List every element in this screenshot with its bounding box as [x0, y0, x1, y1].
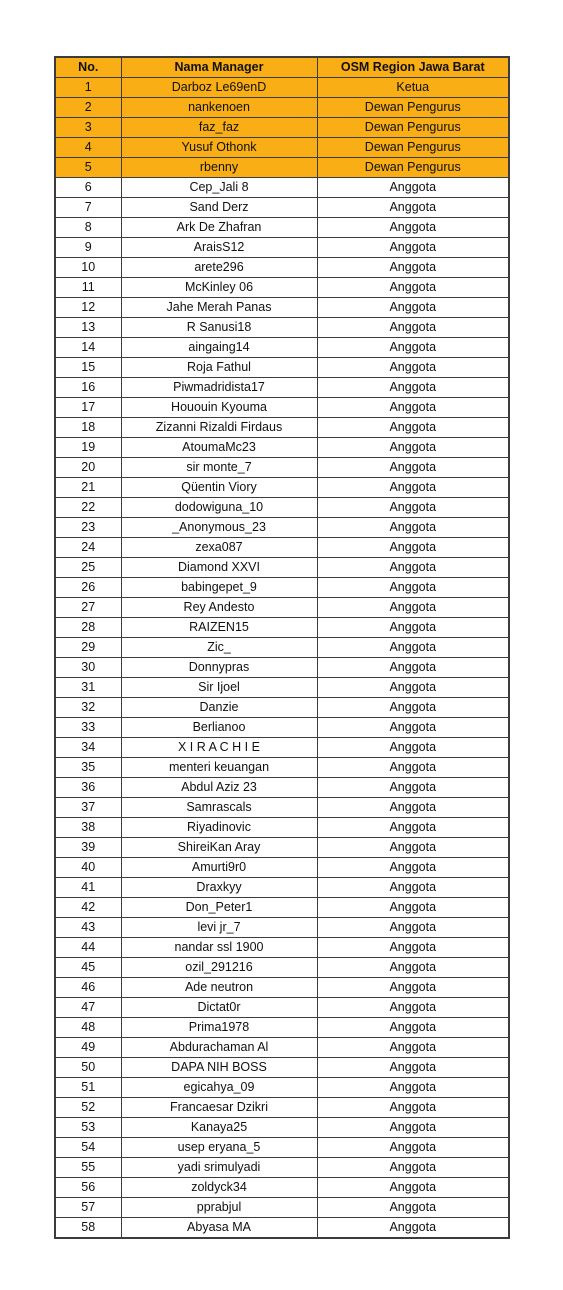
cell-jabatan: Anggota [317, 958, 509, 978]
cell-nama-manager: aingaing14 [121, 338, 317, 358]
cell-nama-manager: zexa087 [121, 538, 317, 558]
table-row [55, 1018, 509, 1038]
cell-jabatan: Anggota [317, 418, 509, 438]
table-row [55, 158, 509, 178]
cell-jabatan: Anggota [317, 518, 509, 538]
cell-jabatan: Anggota [317, 378, 509, 398]
cell-nama-manager: Hououin Kyouma [121, 398, 317, 418]
cell-no: 54 [55, 1138, 121, 1158]
table-row [55, 398, 509, 418]
cell-nama-manager: AraisS12 [121, 238, 317, 258]
cell-jabatan: Anggota [317, 238, 509, 258]
cell-nama-manager: Abyasa MA [121, 1218, 317, 1239]
cell-no: 28 [55, 618, 121, 638]
cell-no: 15 [55, 358, 121, 378]
cell-jabatan: Anggota [317, 938, 509, 958]
cell-jabatan: Anggota [317, 698, 509, 718]
cell-nama-manager: nandar ssl 1900 [121, 938, 317, 958]
table-row [55, 798, 509, 818]
table-row [55, 1178, 509, 1198]
table-row [55, 1078, 509, 1098]
cell-nama-manager: Jahe Merah Panas [121, 298, 317, 318]
cell-jabatan: Anggota [317, 1178, 509, 1198]
cell-nama-manager: Cep_Jali 8 [121, 178, 317, 198]
table-row [55, 1158, 509, 1178]
table-row [55, 1138, 509, 1158]
cell-no: 24 [55, 538, 121, 558]
table-row [55, 98, 509, 118]
table-row [55, 1058, 509, 1078]
cell-no: 21 [55, 478, 121, 498]
cell-no: 58 [55, 1218, 121, 1239]
cell-no: 11 [55, 278, 121, 298]
cell-jabatan: Anggota [317, 598, 509, 618]
table-row [55, 578, 509, 598]
table-row [55, 838, 509, 858]
table-row [55, 618, 509, 638]
table-row [55, 738, 509, 758]
cell-nama-manager: Riyadinovic [121, 818, 317, 838]
cell-nama-manager: menteri keuangan [121, 758, 317, 778]
cell-no: 38 [55, 818, 121, 838]
table-row [55, 718, 509, 738]
cell-no: 3 [55, 118, 121, 138]
cell-no: 50 [55, 1058, 121, 1078]
cell-nama-manager: babingepet_9 [121, 578, 317, 598]
table-row [55, 238, 509, 258]
cell-no: 37 [55, 798, 121, 818]
cell-jabatan: Dewan Pengurus [317, 98, 509, 118]
cell-no: 49 [55, 1038, 121, 1058]
cell-no: 53 [55, 1118, 121, 1138]
cell-jabatan: Anggota [317, 1058, 509, 1078]
cell-jabatan: Anggota [317, 978, 509, 998]
cell-jabatan: Anggota [317, 818, 509, 838]
cell-nama-manager: zoldyck34 [121, 1178, 317, 1198]
cell-no: 19 [55, 438, 121, 458]
table-row [55, 1198, 509, 1218]
cell-nama-manager: rbenny [121, 158, 317, 178]
cell-jabatan: Anggota [317, 758, 509, 778]
table-row [55, 338, 509, 358]
cell-jabatan: Anggota [317, 718, 509, 738]
cell-jabatan: Anggota [317, 658, 509, 678]
cell-no: 33 [55, 718, 121, 738]
cell-no: 51 [55, 1078, 121, 1098]
cell-nama-manager: Samrascals [121, 798, 317, 818]
cell-no: 56 [55, 1178, 121, 1198]
table-row [55, 778, 509, 798]
cell-nama-manager: Darboz Le69enD [121, 78, 317, 98]
cell-no: 9 [55, 238, 121, 258]
cell-no: 57 [55, 1198, 121, 1218]
cell-no: 31 [55, 678, 121, 698]
cell-no: 22 [55, 498, 121, 518]
cell-nama-manager: Berlianoo [121, 718, 317, 738]
cell-jabatan: Anggota [317, 778, 509, 798]
cell-nama-manager: Yusuf Othonk [121, 138, 317, 158]
cell-no: 34 [55, 738, 121, 758]
cell-nama-manager: Sir Ijoel [121, 678, 317, 698]
cell-no: 48 [55, 1018, 121, 1038]
cell-nama-manager: Diamond XXVI [121, 558, 317, 578]
cell-jabatan: Anggota [317, 738, 509, 758]
table-row [55, 558, 509, 578]
cell-nama-manager: pprabjul [121, 1198, 317, 1218]
cell-no: 13 [55, 318, 121, 338]
cell-no: 30 [55, 658, 121, 678]
table-row [55, 458, 509, 478]
cell-no: 39 [55, 838, 121, 858]
cell-jabatan: Anggota [317, 798, 509, 818]
table-row [55, 438, 509, 458]
header-no: No. [55, 57, 121, 78]
cell-jabatan: Anggota [317, 898, 509, 918]
cell-jabatan: Dewan Pengurus [317, 158, 509, 178]
cell-nama-manager: Kanaya25 [121, 1118, 317, 1138]
cell-no: 14 [55, 338, 121, 358]
cell-no: 18 [55, 418, 121, 438]
cell-nama-manager: ShireiKan Aray [121, 838, 317, 858]
cell-no: 36 [55, 778, 121, 798]
cell-jabatan: Anggota [317, 1218, 509, 1239]
header-row [55, 57, 509, 78]
cell-no: 55 [55, 1158, 121, 1178]
cell-no: 23 [55, 518, 121, 538]
table-row [55, 1038, 509, 1058]
cell-jabatan: Anggota [317, 198, 509, 218]
table-row [55, 1218, 509, 1239]
cell-nama-manager: Rey Andesto [121, 598, 317, 618]
table-row [55, 758, 509, 778]
cell-nama-manager: Sand Derz [121, 198, 317, 218]
cell-jabatan: Anggota [317, 1098, 509, 1118]
cell-nama-manager: Draxkyy [121, 878, 317, 898]
cell-nama-manager: R Sanusi18 [121, 318, 317, 338]
header-nama-manager: Nama Manager [121, 57, 317, 78]
cell-no: 52 [55, 1098, 121, 1118]
cell-no: 27 [55, 598, 121, 618]
cell-jabatan: Anggota [317, 338, 509, 358]
cell-nama-manager: Abdul Aziz 23 [121, 778, 317, 798]
cell-jabatan: Anggota [317, 1018, 509, 1038]
table-row [55, 218, 509, 238]
cell-jabatan: Anggota [317, 278, 509, 298]
cell-nama-manager: AtoumaMc23 [121, 438, 317, 458]
table-row [55, 658, 509, 678]
cell-nama-manager: RAIZEN15 [121, 618, 317, 638]
cell-nama-manager: egicahya_09 [121, 1078, 317, 1098]
cell-no: 46 [55, 978, 121, 998]
cell-no: 26 [55, 578, 121, 598]
cell-jabatan: Anggota [317, 478, 509, 498]
cell-nama-manager: Francaesar Dzikri [121, 1098, 317, 1118]
cell-jabatan: Anggota [317, 918, 509, 938]
cell-no: 16 [55, 378, 121, 398]
table-row [55, 118, 509, 138]
table-row [55, 678, 509, 698]
cell-jabatan: Anggota [317, 458, 509, 478]
cell-nama-manager: Piwmadridista17 [121, 378, 317, 398]
cell-jabatan: Anggota [317, 878, 509, 898]
manager-table [54, 56, 510, 1239]
cell-jabatan: Anggota [317, 578, 509, 598]
cell-jabatan: Anggota [317, 538, 509, 558]
cell-no: 44 [55, 938, 121, 958]
table-row [55, 178, 509, 198]
header-osm-region: OSM Region Jawa Barat [317, 57, 509, 78]
cell-no: 1 [55, 78, 121, 98]
cell-nama-manager: sir monte_7 [121, 458, 317, 478]
cell-jabatan: Anggota [317, 358, 509, 378]
cell-no: 7 [55, 198, 121, 218]
cell-jabatan: Anggota [317, 1078, 509, 1098]
cell-no: 32 [55, 698, 121, 718]
cell-nama-manager: Zizanni Rizaldi Firdaus [121, 418, 317, 438]
table-row [55, 918, 509, 938]
cell-nama-manager: dodowiguna_10 [121, 498, 317, 518]
cell-nama-manager: DAPA NIH BOSS [121, 1058, 317, 1078]
table-row [55, 1098, 509, 1118]
cell-no: 43 [55, 918, 121, 938]
cell-jabatan: Ketua [317, 78, 509, 98]
cell-no: 2 [55, 98, 121, 118]
cell-no: 25 [55, 558, 121, 578]
cell-nama-manager: levi jr_7 [121, 918, 317, 938]
cell-nama-manager: usep eryana_5 [121, 1138, 317, 1158]
table-row [55, 258, 509, 278]
cell-jabatan: Dewan Pengurus [317, 138, 509, 158]
cell-no: 29 [55, 638, 121, 658]
cell-nama-manager: McKinley 06 [121, 278, 317, 298]
cell-jabatan: Anggota [317, 678, 509, 698]
cell-jabatan: Anggota [317, 298, 509, 318]
cell-no: 47 [55, 998, 121, 1018]
cell-jabatan: Anggota [317, 558, 509, 578]
cell-jabatan: Anggota [317, 998, 509, 1018]
table-row [55, 318, 509, 338]
cell-jabatan: Anggota [317, 858, 509, 878]
table-row [55, 858, 509, 878]
cell-jabatan: Anggota [317, 398, 509, 418]
table-row [55, 638, 509, 658]
cell-nama-manager: arete296 [121, 258, 317, 278]
cell-nama-manager: Dictat0r [121, 998, 317, 1018]
cell-jabatan: Anggota [317, 218, 509, 238]
cell-nama-manager: nankenoen [121, 98, 317, 118]
table-row [55, 998, 509, 1018]
table-row [55, 478, 509, 498]
cell-jabatan: Anggota [317, 1118, 509, 1138]
cell-jabatan: Anggota [317, 1158, 509, 1178]
cell-no: 12 [55, 298, 121, 318]
cell-no: 45 [55, 958, 121, 978]
table-row [55, 818, 509, 838]
table-row [55, 958, 509, 978]
table-row [55, 418, 509, 438]
table-row [55, 498, 509, 518]
cell-nama-manager: Amurti9r0 [121, 858, 317, 878]
table-row [55, 298, 509, 318]
table-row [55, 978, 509, 998]
cell-nama-manager: Roja Fathul [121, 358, 317, 378]
table-row [55, 538, 509, 558]
cell-no: 8 [55, 218, 121, 238]
table-row [55, 378, 509, 398]
cell-no: 5 [55, 158, 121, 178]
table-row [55, 878, 509, 898]
table-row [55, 138, 509, 158]
cell-jabatan: Anggota [317, 498, 509, 518]
cell-jabatan: Anggota [317, 178, 509, 198]
cell-nama-manager: _Anonymous_23 [121, 518, 317, 538]
cell-nama-manager: Donnypras [121, 658, 317, 678]
cell-no: 40 [55, 858, 121, 878]
table-row [55, 518, 509, 538]
table-row [55, 1118, 509, 1138]
cell-nama-manager: ozil_291216 [121, 958, 317, 978]
cell-no: 35 [55, 758, 121, 778]
cell-nama-manager: Qüentin Viory [121, 478, 317, 498]
cell-jabatan: Dewan Pengurus [317, 118, 509, 138]
table-row [55, 358, 509, 378]
cell-nama-manager: X I R A C H I E [121, 738, 317, 758]
cell-nama-manager: Don_Peter1 [121, 898, 317, 918]
cell-nama-manager: yadi srimulyadi [121, 1158, 317, 1178]
cell-jabatan: Anggota [317, 618, 509, 638]
cell-no: 4 [55, 138, 121, 158]
table-row [55, 898, 509, 918]
cell-jabatan: Anggota [317, 438, 509, 458]
table-row [55, 78, 509, 98]
cell-nama-manager: Abdurachaman Al [121, 1038, 317, 1058]
cell-no: 41 [55, 878, 121, 898]
cell-nama-manager: faz_faz [121, 118, 317, 138]
cell-no: 42 [55, 898, 121, 918]
cell-nama-manager: Prima1978 [121, 1018, 317, 1038]
cell-jabatan: Anggota [317, 318, 509, 338]
cell-nama-manager: Danzie [121, 698, 317, 718]
cell-nama-manager: Ark De Zhafran [121, 218, 317, 238]
cell-jabatan: Anggota [317, 258, 509, 278]
cell-jabatan: Anggota [317, 638, 509, 658]
cell-jabatan: Anggota [317, 838, 509, 858]
table-row [55, 938, 509, 958]
cell-no: 10 [55, 258, 121, 278]
cell-no: 20 [55, 458, 121, 478]
cell-jabatan: Anggota [317, 1198, 509, 1218]
table-row [55, 698, 509, 718]
table-row [55, 278, 509, 298]
cell-no: 17 [55, 398, 121, 418]
cell-nama-manager: Zic_ [121, 638, 317, 658]
table-row [55, 598, 509, 618]
cell-jabatan: Anggota [317, 1138, 509, 1158]
cell-nama-manager: Ade neutron [121, 978, 317, 998]
cell-no: 6 [55, 178, 121, 198]
cell-jabatan: Anggota [317, 1038, 509, 1058]
table-row [55, 198, 509, 218]
